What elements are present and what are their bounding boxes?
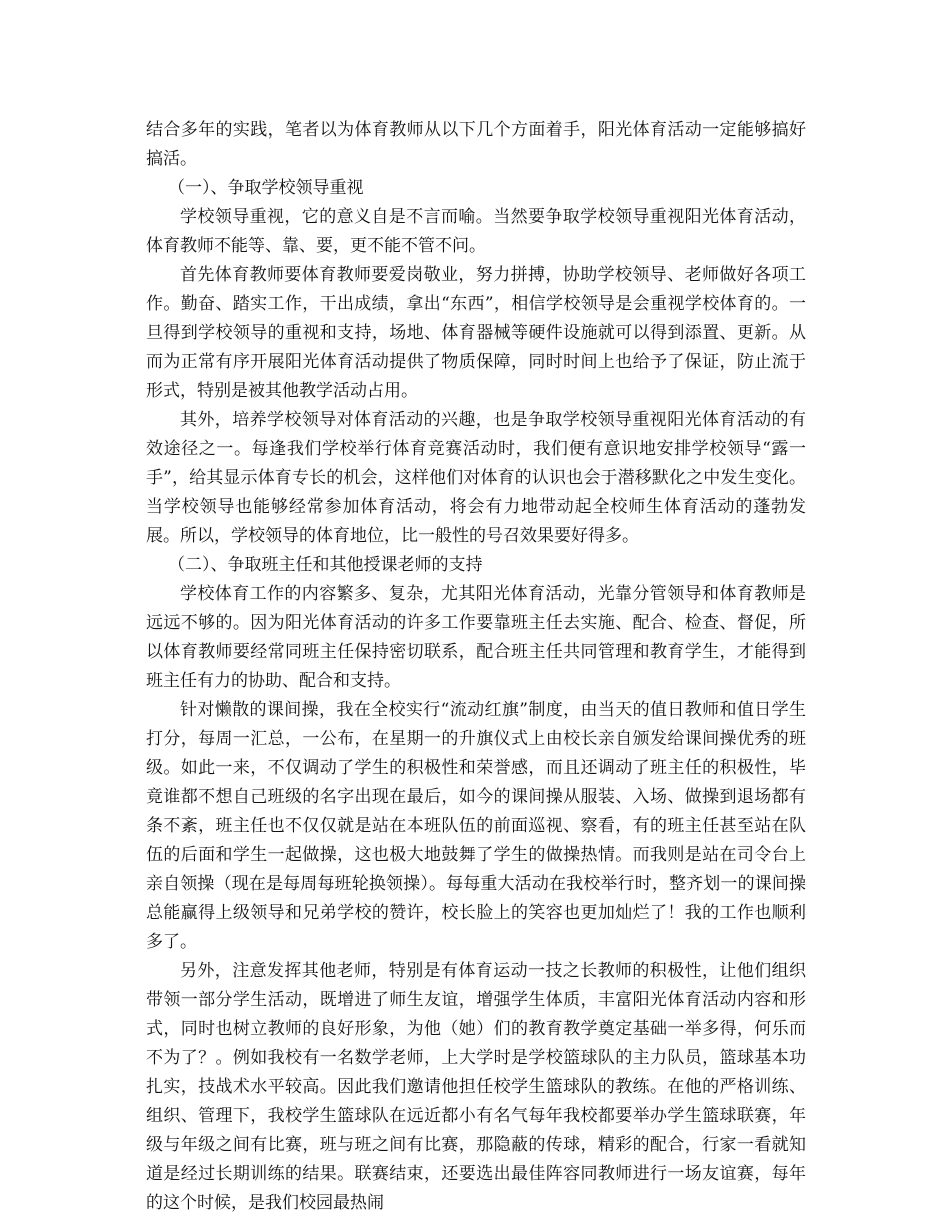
paragraph: 另外，注意发挥其他老师，特别是有体育运动一技之长教师的积极性，让他们组织带领一部分学生活动，既增进了师生友谊，增强学生体质，丰富阳光体育活动内容和形式，同时也树立教师的良好形象，为他（她）们的教育教学奠定基础一举多得，何乐而不为了？。例如我校有一名数学老师，上大学时是学校篮球队的主力队员，篮球基本功扎实，技战术水平较高。因此我们邀请他担任校学生篮球队的教练。在他的严格训练、组织、管理下，我校学生篮球队在远近都小有名气每年我校都要举办学生篮球联赛，年级与年级之间有比赛，班与班之间有比赛，那隐蔽的传球，精彩的配合，行家一看就知道是经过长期训练的结果。联赛结束，还要选出最佳阵容同教师进行一场友谊赛，每年的这个时候，是我们校园最热闹 [146, 961, 806, 1213]
section-heading-1: （一）、争取学校领导重视 [168, 178, 364, 198]
paragraph: 其外，培养学校领导对体育活动的兴趣，也是争取学校领导重视阳光体育活动的有效途径之一。每逢我们学校举行体育竞赛活动时，我们便有意识地安排学校领导“露一手”，给其显示体育专长的机会，这样他们对体育的认识也会于潜移默化之中发生变化。当学校领导也能够经常参加体育活动，将会有力地带动起全校师生体育活动的蓬勃发展。所以，学校领导的体育地位，比一般性的号召效果要好得多。 [146, 410, 806, 546]
paragraph: 首先体育教师要体育教师要爱岗敬业，努力拼搏，协助学校领导、老师做好各项工作。勤奋、踏实工作，干出成绩，拿出“东西”，相信学校领导是会重视学校体育的。一旦得到学校领导的重视和支持，场地、体育器械等硬件设施就可以得到添置、更新。从而为正常有序开展阳光体育活动提供了物质保障，同时时间上也给予了保证，防止流于形式，特别是被其他教学活动占用。 [146, 265, 806, 401]
document-body [146, 116, 806, 1218]
paragraph: 针对懒散的课间操，我在全校实行“流动红旗”制度，由当天的值日教师和值日学生打分，每周一汇总，一公布，在星期一的升旗仪式上由校长亲自颁发给课间操优秀的班级。如此一来，不仅调动了学生的积极性和荣誉感，而且还调动了班主任的积极性，毕竟谁都不想自己班级的名字出现在最后，如今的课间操从服装、入场、做操到退场都有条不紊，班主任也不仅仅就是站在本班队伍的前面巡视、察看，有的班主任甚至站在队伍的后面和学生一起做操，这也极大地鼓舞了学生的做操热情。而我则是站在司令台上亲自领操（现在是每周每班轮换领操）。每每重大活动在我校举行时，整齐划一的课间操总能赢得上级领导和兄弟学校的赞许，校长脸上的笑容也更加灿烂了！我的工作也顺利多了。 [146, 700, 806, 952]
paragraph: 学校体育工作的内容繁多、复杂，尤其阳光体育活动，光靠分管领导和体育教师是远远不够的。因为阳光体育活动的许多工作要靠班主任去实施、配合、检查、督促，所以体育教师要经常同班主任保持密切联系，配合班主任共同管理和教育学生，才能得到班主任有力的协助、配合和支持。 [146, 584, 806, 691]
paragraph: 学校领导重视，它的意义自是不言而喻。当然要争取学校领导重视阳光体育活动，体育教师不能等、靠、要，更不能不管不问。 [146, 207, 806, 256]
section-heading-2: （二）、争取班主任和其他授课老师的支持 [168, 555, 483, 575]
paragraph-intro: 结合多年的实践，笔者以为体育教师从以下几个方面着手，阳光体育活动一定能够搞好搞活。 [146, 120, 806, 169]
